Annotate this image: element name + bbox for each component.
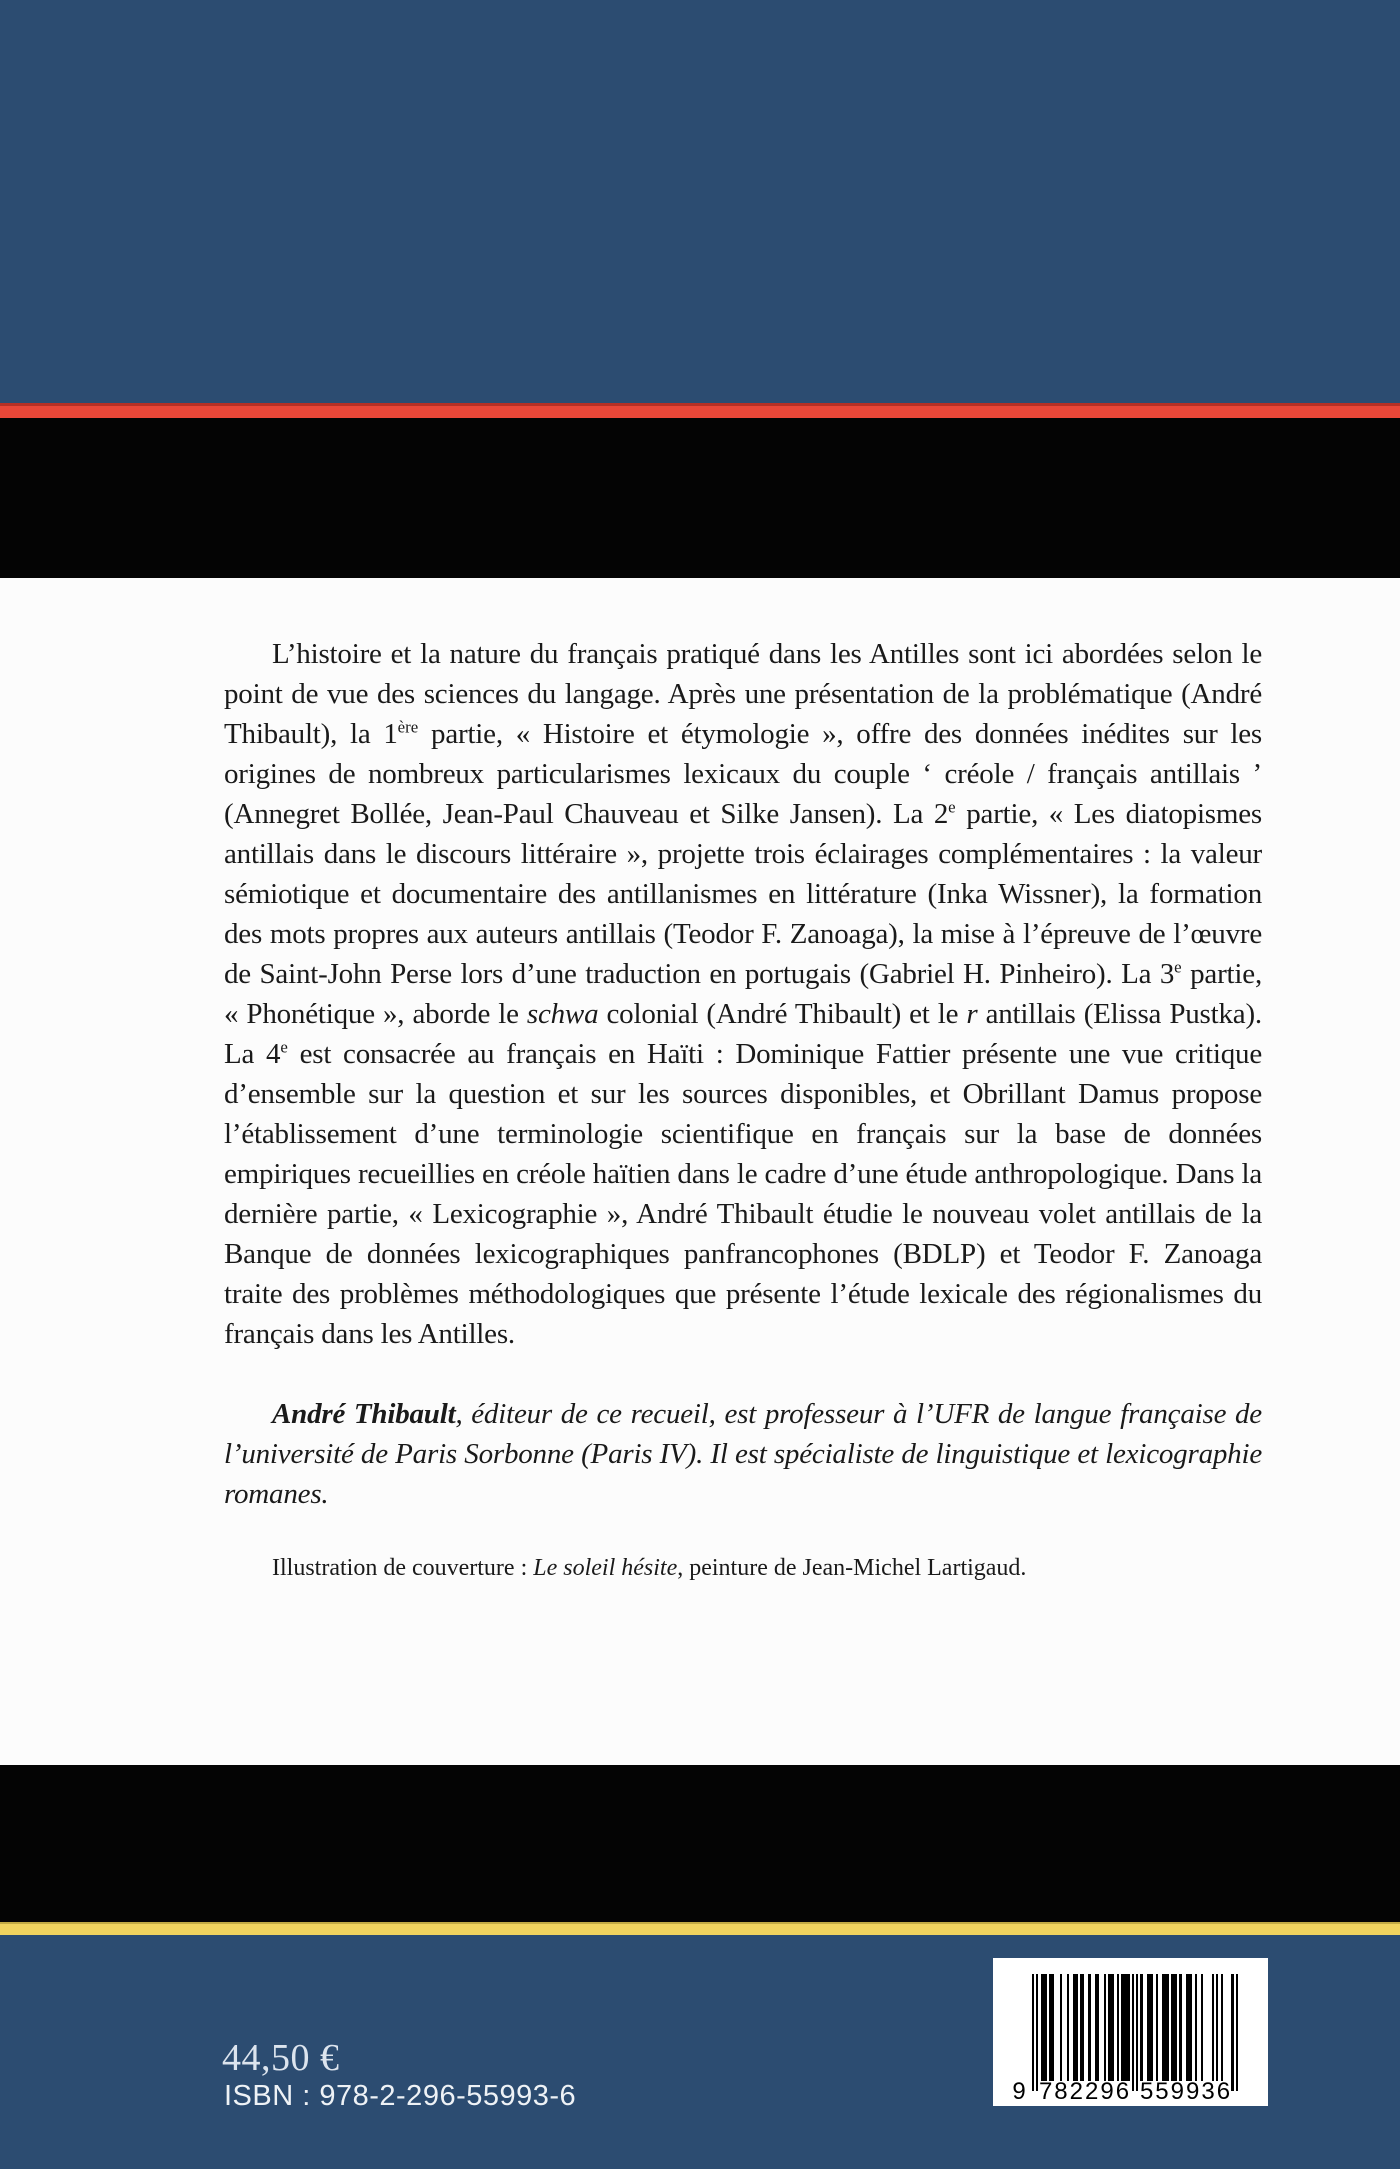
yellow-accent-stripe [0, 1922, 1400, 1935]
barcode-bar [1221, 1974, 1223, 2081]
barcode-bar [1032, 1974, 1034, 2091]
barcode-bar [1186, 1974, 1193, 2081]
editor-bio-paragraph: André Thibault, éditeur de ce recueil, est professeur à l’UFR de langue française de l’université de Paris Sorbonne (Paris IV). Il est spécialiste de linguistique et lexicographie romanes. [224, 1398, 1262, 1510]
barcode-bar [1073, 1974, 1077, 2081]
barcode-bar [1136, 1974, 1138, 2091]
barcode-bar [1147, 1974, 1154, 2081]
synopsis-paragraph: L’histoire et la nature du français pratiqué dans les Antilles sont ici abordées selon le point de vue des sciences du langage. Après une présentation de la problématique (André Thibault), la 1ère partie, « Histoire et étymologie », offre des données inédites sur les origines de nombreux particularismes lexicaux du couple ‘ créole / français antillais ’ (Annegret Bollée, Jean-Paul Chauveau et Silke Jansen). La 2e partie, « Les diatopismes antillais dans le discours littéraire », projette trois éclairages complémentaires : la valeur sémiotique et documentaire des antillanismes en littérature (Inka Wissner), la formation des mots propres aux auteurs antillais (Teodor F. Zanoaga), la mise à l’épreuve de l’œuvre de Saint-John Perse lors d’une traduction en portugais (Gabriel H. Pinheiro). La 3e partie, « Phonétique », aborde le schwa colonial (André Thibault) et le r antillais (Elissa Pustka). La 4e est consacrée au français en Haïti : Dominique Fattier présente une vue critique d’ensemble sur la question et sur les sources disponibles, et Obrillant Damus propose l’établissement d’une terminologie scientifique en français sur la base de données empiriques recueillies en créole haïtien dans le cadre d’une étude anthropologique. Dans la dernière partie, « Lexicographie », André Thibault étudie le nouveau volet antillais de la Banque de données lexicographiques panfrancophones (BDLP) et Teodor F. Zanoaga traite des problèmes méthodologiques que présente l’étude lexicale des régionalismes du français dans les Antilles. [224, 638, 1263, 1350]
bottom-black-band [0, 1765, 1400, 1922]
cover-credit-line: Illustration de couverture : Le soleil hésite, peinture de Jean-Michel Lartigaud. [272, 1555, 1027, 1581]
barcode-bar [1080, 1974, 1084, 2081]
barcode-bar [1132, 1974, 1134, 2091]
barcode-bar [1041, 1974, 1048, 2081]
isbn-label: ISBN : 978-2-296-55993-6 [224, 2080, 577, 2112]
barcode-bar [1156, 1974, 1158, 2081]
barcode-digits-right: 559936 [1139, 2078, 1233, 2105]
red-accent-stripe [0, 403, 1400, 418]
price-label: 44,50 € [222, 2037, 340, 2079]
barcode-bar [1049, 1974, 1053, 2081]
barcode-digit-lead: 9 [1012, 2078, 1026, 2105]
barcode-bar [1140, 1974, 1142, 2081]
barcode-bar [1179, 1974, 1181, 2081]
barcode-bar [1195, 1974, 1197, 2081]
barcode-bar [1088, 1974, 1090, 2081]
barcode [993, 1958, 1268, 2106]
barcode-bar [1108, 1974, 1115, 2081]
barcode-bar [1201, 1974, 1203, 2081]
barcode-bar [1117, 1974, 1119, 2081]
barcode-bar [1060, 1974, 1062, 2081]
barcode-bar [1121, 1974, 1130, 2081]
top-blue-panel [0, 0, 1400, 403]
barcode-bar [1216, 1974, 1218, 2081]
barcode-bar [1231, 1974, 1233, 2091]
barcode-bar [1095, 1974, 1099, 2081]
barcode-bar [1236, 1974, 1238, 2091]
barcode-bars [1032, 1974, 1238, 2091]
barcode-bar [1162, 1974, 1169, 2081]
barcode-bar [1104, 1974, 1106, 2081]
barcode-bar [1036, 1974, 1038, 2091]
top-black-band [0, 418, 1400, 578]
barcode-bar [1171, 1974, 1178, 2081]
barcode-bar [1067, 1974, 1069, 2081]
synopsis-section [0, 578, 1400, 1765]
barcode-digits-left: 782296 [1038, 2078, 1132, 2105]
barcode-bar [1212, 1974, 1214, 2081]
